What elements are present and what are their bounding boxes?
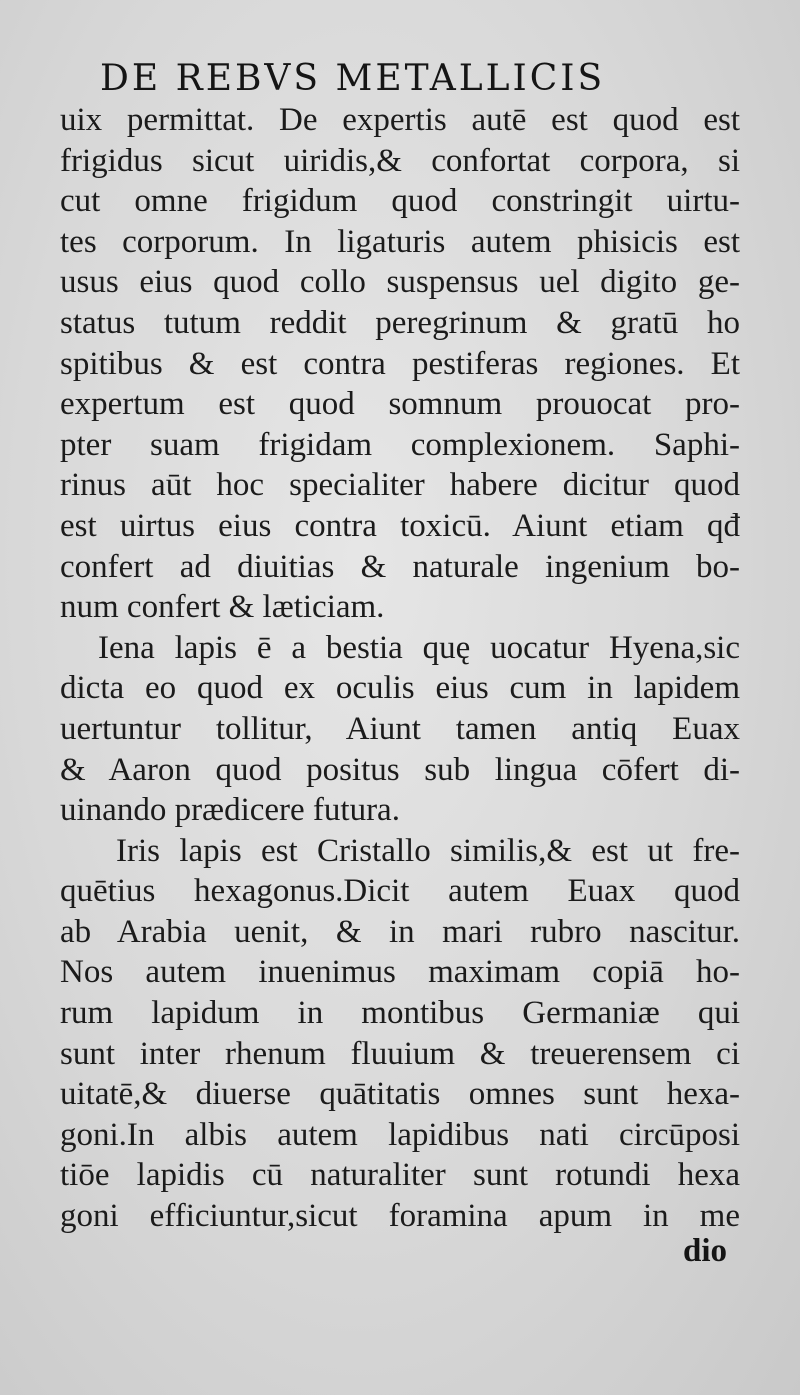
text-line: frigidus sicut uiridis,& confortat corpora, si bbox=[60, 142, 740, 179]
text-line: ab Arabia uenit, & in mari rubro nascitur. bbox=[60, 913, 740, 950]
text-line: uix permittat. De expertis autē est quod est bbox=[60, 102, 740, 138]
text-line: spitibus & est contra pestiferas regiones. Et bbox=[60, 345, 740, 382]
text-line: cut omne frigidum quod constringit uirtu- bbox=[60, 183, 740, 220]
text-line: rinus aūt hoc specialiter habere dicitur quod bbox=[60, 467, 740, 504]
text-line: expertum est quod somnum prouocat pro- bbox=[60, 386, 740, 423]
body-text bbox=[60, 100, 740, 1237]
text-line: dicta eo quod ex oculis eius cum in lapidem bbox=[60, 670, 740, 707]
text-line: sunt inter rhenum fluuium & treuerensem ci bbox=[60, 1035, 740, 1072]
text-line: uinando prædicere futura. bbox=[60, 792, 400, 829]
text-line: & Aaron quod positus sub lingua cōfert di- bbox=[60, 751, 740, 788]
text-line: quētius hexagonus.Dicit autem Euax quod bbox=[60, 873, 740, 910]
text-line: est uirtus eius contra toxicū. Aiunt etiam qđ bbox=[60, 507, 740, 544]
text-line: uitatē,& diuerse quātitatis omnes sunt hexa- bbox=[60, 1076, 740, 1113]
text-line: goni.In albis autem lapidibus nati circūposi bbox=[60, 1116, 740, 1153]
text-line: pter suam frigidam complexionem. Saphi- bbox=[60, 426, 740, 463]
text-line: tes corporum. In ligaturis autem phisicis est bbox=[60, 223, 740, 260]
text-line: usus eius quod collo suspensus uel digito ge- bbox=[60, 264, 740, 301]
catchword: dio bbox=[683, 1233, 728, 1269]
text-line: tiōe lapidis cū naturaliter sunt rotundi hexa bbox=[60, 1157, 740, 1194]
text-line: status tutum reddit peregrinum & gratū ho bbox=[60, 304, 740, 341]
text-line: goni efficiuntur,sicut foramina apum in me bbox=[60, 1198, 740, 1235]
paragraph-start-line: Iena lapis ē a bestia quę uocatur Hyena,sic bbox=[98, 629, 740, 666]
running-header: DE REBVS METALLICIS bbox=[100, 58, 606, 99]
text-line: rum lapidum in montibus Germaniæ qui bbox=[60, 995, 740, 1032]
text-line: num confert & læticiam. bbox=[60, 589, 385, 626]
text-line: confert ad diuitias & naturale ingenium bo- bbox=[60, 548, 740, 585]
text-line: Nos autem inuenimus maximam copiā ho- bbox=[60, 954, 740, 991]
paragraph-start-line: Iris lapis est Cristallo similis,& est ut fre- bbox=[116, 832, 740, 869]
text-line: uertuntur tollitur, Aiunt tamen antiq Euax bbox=[60, 710, 740, 747]
